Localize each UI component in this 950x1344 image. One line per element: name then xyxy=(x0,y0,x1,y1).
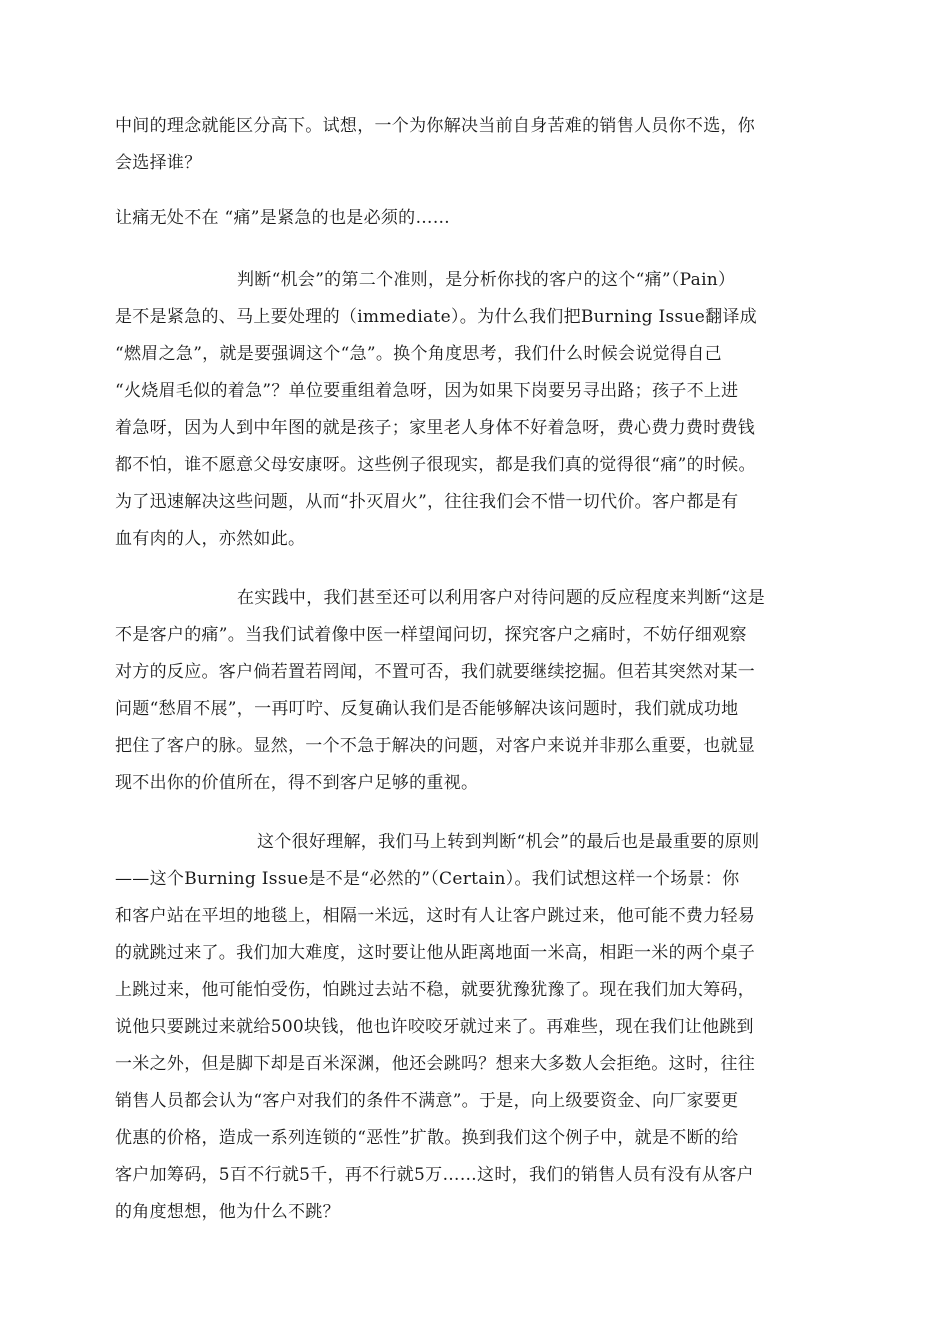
text-line: 会选择谁？ xyxy=(115,153,202,173)
text-line: 上跳过来，他可能怕受伤，怕跳过去站不稳，就要犹豫犹豫了。现在我们加大筹码， xyxy=(115,980,756,1000)
paragraph-3 xyxy=(115,262,833,558)
text-line: 问题“愁眉不展”，一再叮咛、反复确认我们是否能够解决该问题时，我们就成功地 xyxy=(115,699,739,719)
paragraph-5 xyxy=(115,824,833,1231)
text-line: 优惠的价格，造成一系列连锁的“恶性”扩散。换到我们这个例子中，就是不断的给 xyxy=(115,1128,739,1148)
text-line: 都不怕，谁不愿意父母安康呀。这些例子很现实，都是我们真的觉得很“痛”的时候。 xyxy=(115,455,756,475)
text-line: 为了迅速解决这些问题，从而“扑灭眉火”，往往我们会不惜一切代价。客户都是有 xyxy=(115,492,739,512)
text-line: 把住了客户的脉。显然，一个不急于解决的问题，对客户来说并非那么重要，也就显 xyxy=(115,736,756,756)
text-line: “火烧眉毛似的着急”？单位要重组着急呀，因为如果下岗要另寻出路；孩子不上进 xyxy=(115,381,739,401)
text-line: 现不出你的价值所在，得不到客户足够的重视。 xyxy=(115,773,479,793)
text-line: 这个很好理解，我们马上转到判断“机会”的最后也是最重要的原则 xyxy=(257,832,760,852)
text-line: 对方的反应。客户倘若置若罔闻，不置可否，我们就要继续挖掘。但若其突然对某一 xyxy=(115,662,756,682)
text-line: 是不是紧急的、马上要处理的（immediate）。为什么我们把Burning Issue翻译成 xyxy=(115,307,758,327)
text-line: 判断“机会”的第二个准则，是分析你找的客户的这个“痛”（Pain） xyxy=(237,270,736,290)
text-line: 中间的理念就能区分高下。试想，一个为你解决当前自身苦难的销售人员你不选，你 xyxy=(115,116,756,136)
paragraph-4 xyxy=(115,580,833,802)
text-line: 不是客户的痛”。当我们试着像中医一样望闻问切，探究客户之痛时，不妨仔细观察 xyxy=(115,625,747,645)
text-line: 说他只要跳过来就给500块钱，他也许咬咬牙就过来了。再难些，现在我们让他跳到 xyxy=(115,1017,754,1037)
paragraph-1 xyxy=(115,108,833,182)
text-line: 血有肉的人，亦然如此。 xyxy=(115,529,306,549)
text-line: 着急呀，因为人到中年图的就是孩子；家里老人身体不好着急呀，费心费力费时费钱 xyxy=(115,418,756,438)
paragraph-2-heading xyxy=(115,200,833,237)
text-line: 和客户站在平坦的地毯上，相隔一米远，这时有人让客户跳过来，他可能不费力轻易 xyxy=(115,906,756,926)
text-line: 的角度想想，他为什么不跳？ xyxy=(115,1202,340,1222)
text-line: “燃眉之急”，就是要强调这个“急”。换个角度思考，我们什么时候会说觉得自己 xyxy=(115,344,722,364)
text-line: 客户加筹码，5百不行就5千，再不行就5万……这时，我们的销售人员有没有从客户 xyxy=(115,1165,754,1185)
text-line: 销售人员都会认为“客户对我们的条件不满意”。于是，向上级要资金、向厂家要更 xyxy=(115,1091,739,1111)
text-line: 让痛无处不在 “痛”是紧急的也是必须的…… xyxy=(115,208,451,228)
text-line: 在实践中，我们甚至还可以利用客户对待问题的反应程度来判断“这是 xyxy=(237,588,765,608)
text-line: 一米之外，但是脚下却是百米深渊，他还会跳吗？想来大多数人会拒绝。这时，往往 xyxy=(115,1054,756,1074)
text-line: ——这个Burning Issue是不是“必然的”（Certain）。我们试想这样一个场景：你 xyxy=(115,869,740,889)
text-line: 的就跳过来了。我们加大难度，这时要让他从距离地面一米高，相距一米的两个桌子 xyxy=(115,943,756,963)
